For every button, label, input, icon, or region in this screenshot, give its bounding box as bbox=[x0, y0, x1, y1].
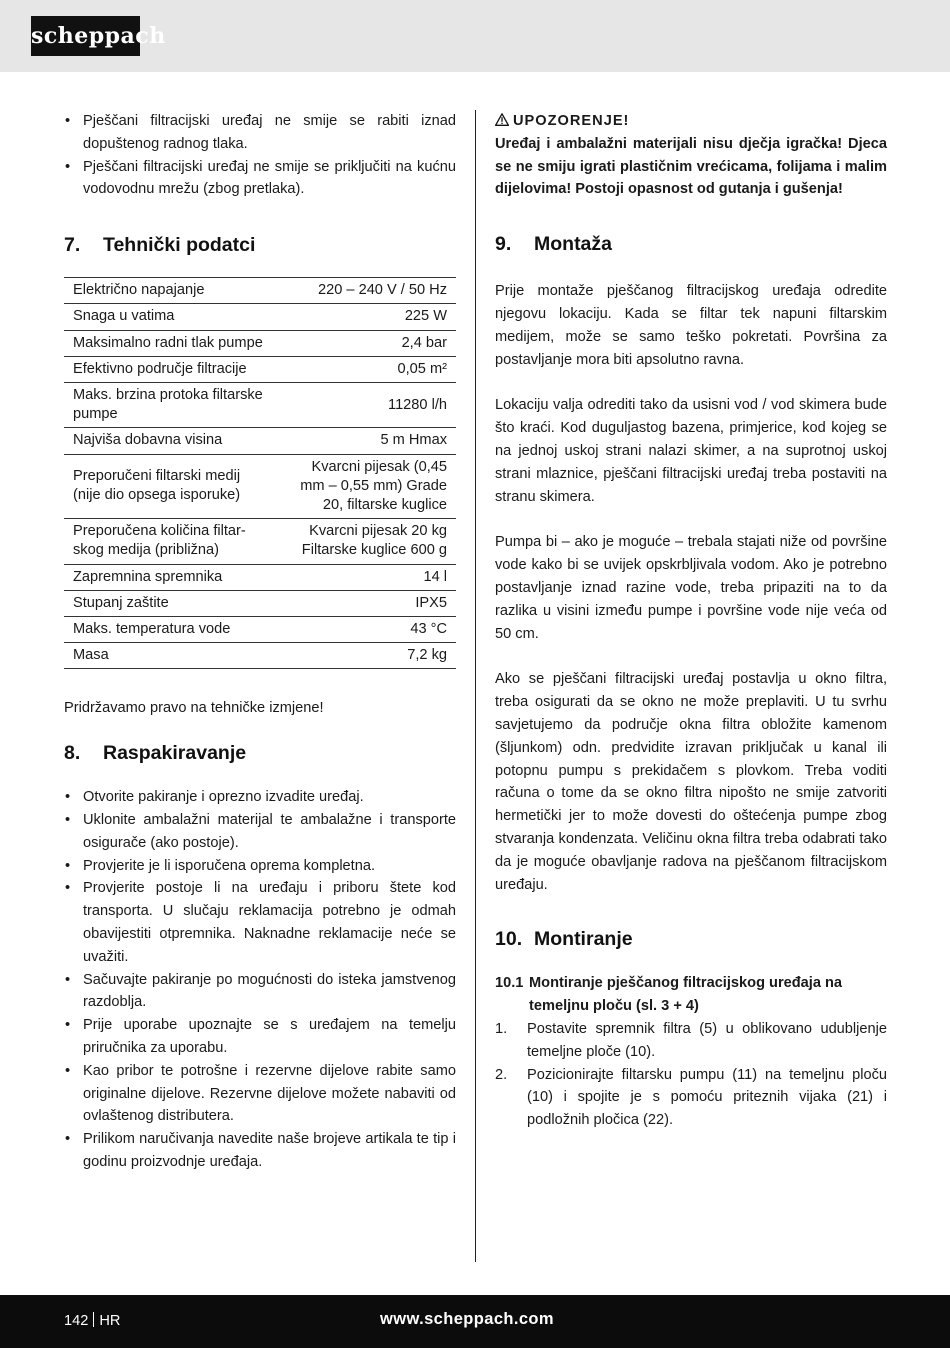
paragraph: Pumpa bi – ako je moguće – trebala stajati niže od površine vode kako bi se uvijek opskrbljivala vodom. Ako je potrebno postavljanje iznad razine vode, treba pripaziti na to da razlika u visini između pumpe i površine vode nije veća od 50 cm. bbox=[495, 534, 887, 642]
section-8-heading bbox=[64, 740, 456, 766]
spec-value: 11280 l/h bbox=[277, 383, 456, 428]
section-10-heading bbox=[495, 926, 887, 952]
spec-label: Maksimalno radni tlak pumpe bbox=[64, 330, 277, 356]
scheppach-logo: scheppach bbox=[31, 16, 140, 56]
list-item: • Provjerite je li isporučena oprema kompletna. bbox=[64, 855, 456, 878]
section-number: 7. bbox=[64, 234, 81, 257]
spec-label: Preporučena količina filtarskog medija (približna) bbox=[64, 519, 277, 564]
section-title: Raspakiravanje bbox=[103, 742, 247, 765]
spec-value: 0,05 m² bbox=[277, 356, 456, 382]
spec-label: Snaga u vatima bbox=[64, 304, 277, 330]
list-item: • Provjerite postoje li na uređaju i priboru štete kod transporta. U slučaju reklamacija potrebno je odmah obavijestiti otpremnika. Naknadne reklamacije neće se uvažiti. bbox=[64, 877, 456, 968]
spec-value: Kvarcni pijesak 20 kg Filtarske kuglice 600 g bbox=[277, 519, 456, 564]
spec-value: 14 l bbox=[277, 564, 456, 590]
warning-title: UPOZORENJE! bbox=[513, 113, 630, 129]
list-item: • Uklonite ambalažni materijal te ambalažne i transporte osigurače (ako postoje). bbox=[64, 809, 456, 855]
warning-text: Uređaj i ambalažni materijali nisu dječja igračka! Djeca se ne smiju igrati plastičnim vrećicama, folijama i malim dijelovima! Postoji opasnost od gutanja i gušenja! bbox=[495, 135, 887, 198]
step-number: 2. bbox=[495, 1066, 508, 1083]
spec-label: Maks. temperatura vode bbox=[64, 617, 277, 643]
spec-label: Masa bbox=[64, 643, 277, 669]
spec-value: IPX5 bbox=[277, 590, 456, 616]
subsection-10-1-heading bbox=[495, 972, 887, 1018]
intro-bullet-list bbox=[64, 110, 456, 201]
left-column bbox=[64, 110, 456, 1174]
spec-label: Zapremnina spremnika bbox=[64, 564, 277, 590]
spec-value: 220 – 240 V / 50 Hz bbox=[277, 278, 456, 304]
list-item: • Prije uporabe upoznajte se s uređajem na temelju priručnika za uporabu. bbox=[64, 1014, 456, 1060]
right-column bbox=[495, 110, 887, 1132]
table-row bbox=[64, 617, 456, 643]
spec-value: Kvarcni pijesak (0,45 mm – 0,55 mm) Grade 20, filtarske kuglice bbox=[277, 454, 456, 519]
subsection-title: Montiranje pješčanog filtracijskog uređaja na temeljnu ploču (sl. 3 + 4) bbox=[529, 975, 843, 1015]
spec-table bbox=[64, 277, 456, 669]
spec-label: Električno napajanje bbox=[64, 278, 277, 304]
page-separator bbox=[93, 1312, 94, 1327]
step-text: Postavite spremnik filtra (5) u oblikovano udubljenje temeljne ploče (10). bbox=[527, 1020, 887, 1060]
section-number: 9. bbox=[495, 233, 512, 256]
section-number: 8. bbox=[64, 742, 81, 765]
table-row bbox=[64, 454, 456, 519]
step-item bbox=[495, 1018, 887, 1064]
section-title: Montaža bbox=[534, 233, 612, 256]
assembly-steps bbox=[495, 1018, 887, 1132]
subsection-number: 10.1 bbox=[495, 975, 524, 992]
list-item: • Otvorite pakiranje i oprezno izvadite uređaj. bbox=[64, 786, 456, 809]
warning-heading bbox=[495, 110, 887, 133]
step-text: Pozicionirajte filtarsku pumpu (11) na temeljnu ploču (10) i spojite je s pomoću priteznih vijaka (21) i podložnih pločica (22). bbox=[527, 1066, 887, 1129]
table-row bbox=[64, 304, 456, 330]
column-divider bbox=[475, 110, 476, 1262]
spec-label: Najviša dobavna visina bbox=[64, 428, 277, 454]
language-code: HR bbox=[99, 1313, 121, 1329]
warning-box bbox=[495, 110, 887, 201]
section-7-heading bbox=[64, 232, 456, 258]
paragraph: Ako se pješčani filtracijski uređaj postavlja u okno filtra, treba osigurati da se okno ne može preplaviti. U tu svrhu savjetujemo da područje okna filtra obložite kamenom (šljunkom) odn. predvidite izravan priključak u kanal ili potopnu pumpu s prekidačem s plovkom. Treba voditi računa o tome da se okno filtra nipošto ne smije zatvoriti hermetički jer to može dovesti do oštećenja pumpe zbog stvaranja kondenzata. Veličinu okna filtra treba odabrati tako da je moguće obavljanje radova na pješčanom filtracijskom uređaju. bbox=[495, 671, 887, 893]
page-number: 142 bbox=[64, 1313, 89, 1329]
table-row bbox=[64, 383, 456, 428]
spec-value: 7,2 kg bbox=[277, 643, 456, 669]
paragraph: Prije montaže pješčanog filtracijskog uređaja odredite njegovu lokaciju. Kada se filtar tek napuni filtarskim medijem, može se samo teško pokretati. Površina za postavljanje mora biti apsolutno ravna. bbox=[495, 283, 887, 368]
section-9-heading bbox=[495, 231, 887, 257]
spec-label: Efektivno područje filtracije bbox=[64, 356, 277, 382]
table-row bbox=[64, 428, 456, 454]
section-number: 10. bbox=[495, 928, 523, 951]
footer-bar bbox=[0, 1295, 950, 1348]
list-item: • Sačuvajte pakiranje po mogućnosti do isteka jamstvenog razdoblja. bbox=[64, 969, 456, 1015]
step-item bbox=[495, 1064, 887, 1132]
table-row bbox=[64, 590, 456, 616]
table-row bbox=[64, 356, 456, 382]
spec-value: 2,4 bar bbox=[277, 330, 456, 356]
unpacking-bullet-list bbox=[64, 786, 456, 1174]
list-item: • Prilikom naručivanja navedite naše brojeve artikala te tip i godinu proizvodnje uređaja. bbox=[64, 1128, 456, 1174]
spec-label: Stupanj zaštite bbox=[64, 590, 277, 616]
table-row bbox=[64, 330, 456, 356]
table-row bbox=[64, 564, 456, 590]
page-indicator bbox=[64, 1310, 120, 1333]
spec-label: Maks. brzina protoka filtarske pumpe bbox=[64, 383, 277, 428]
warning-triangle-icon bbox=[495, 113, 509, 126]
spec-label: Preporučeni filtarski medij (nije dio opsega isporuke) bbox=[64, 454, 277, 519]
section-title: Montiranje bbox=[534, 928, 633, 951]
technical-changes-note: Pridržavamo pravo na tehničke izmjene! bbox=[64, 700, 324, 717]
list-item: • Pješčani filtracijski uređaj ne smije se rabiti iznad dopuštenog radnog tlaka. bbox=[64, 110, 456, 156]
website-url: www.scheppach.com bbox=[380, 1310, 554, 1328]
section-title: Tehnički podatci bbox=[103, 234, 256, 257]
paragraph: Lokaciju valja odrediti tako da usisni vod / vod skimera bude što kraći. Kod duguljastog bazena, primjerice, kod kojeg se na jednoj uskoj strani nalazi skimer, a na suprotnoj uskoj strani mlaznice, pješčani filtracijski uređaj treba postaviti na stranu skimera. bbox=[495, 397, 887, 505]
table-row bbox=[64, 643, 456, 669]
list-item: • Pješčani filtracijski uređaj ne smije se priključiti na kućnu vodovodnu mrežu (zbog pretlaka). bbox=[64, 156, 456, 202]
list-item: • Kao pribor te potrošne i rezervne dijelove rabite samo originalne dijelove. Rezervne dijelove možete nabaviti od ovlaštenog distributera. bbox=[64, 1060, 456, 1128]
spec-value: 225 W bbox=[277, 304, 456, 330]
table-row bbox=[64, 519, 456, 564]
table-row bbox=[64, 278, 456, 304]
step-number: 1. bbox=[495, 1020, 508, 1037]
spec-value: 5 m Hmax bbox=[277, 428, 456, 454]
spec-value: 43 °C bbox=[277, 617, 456, 643]
